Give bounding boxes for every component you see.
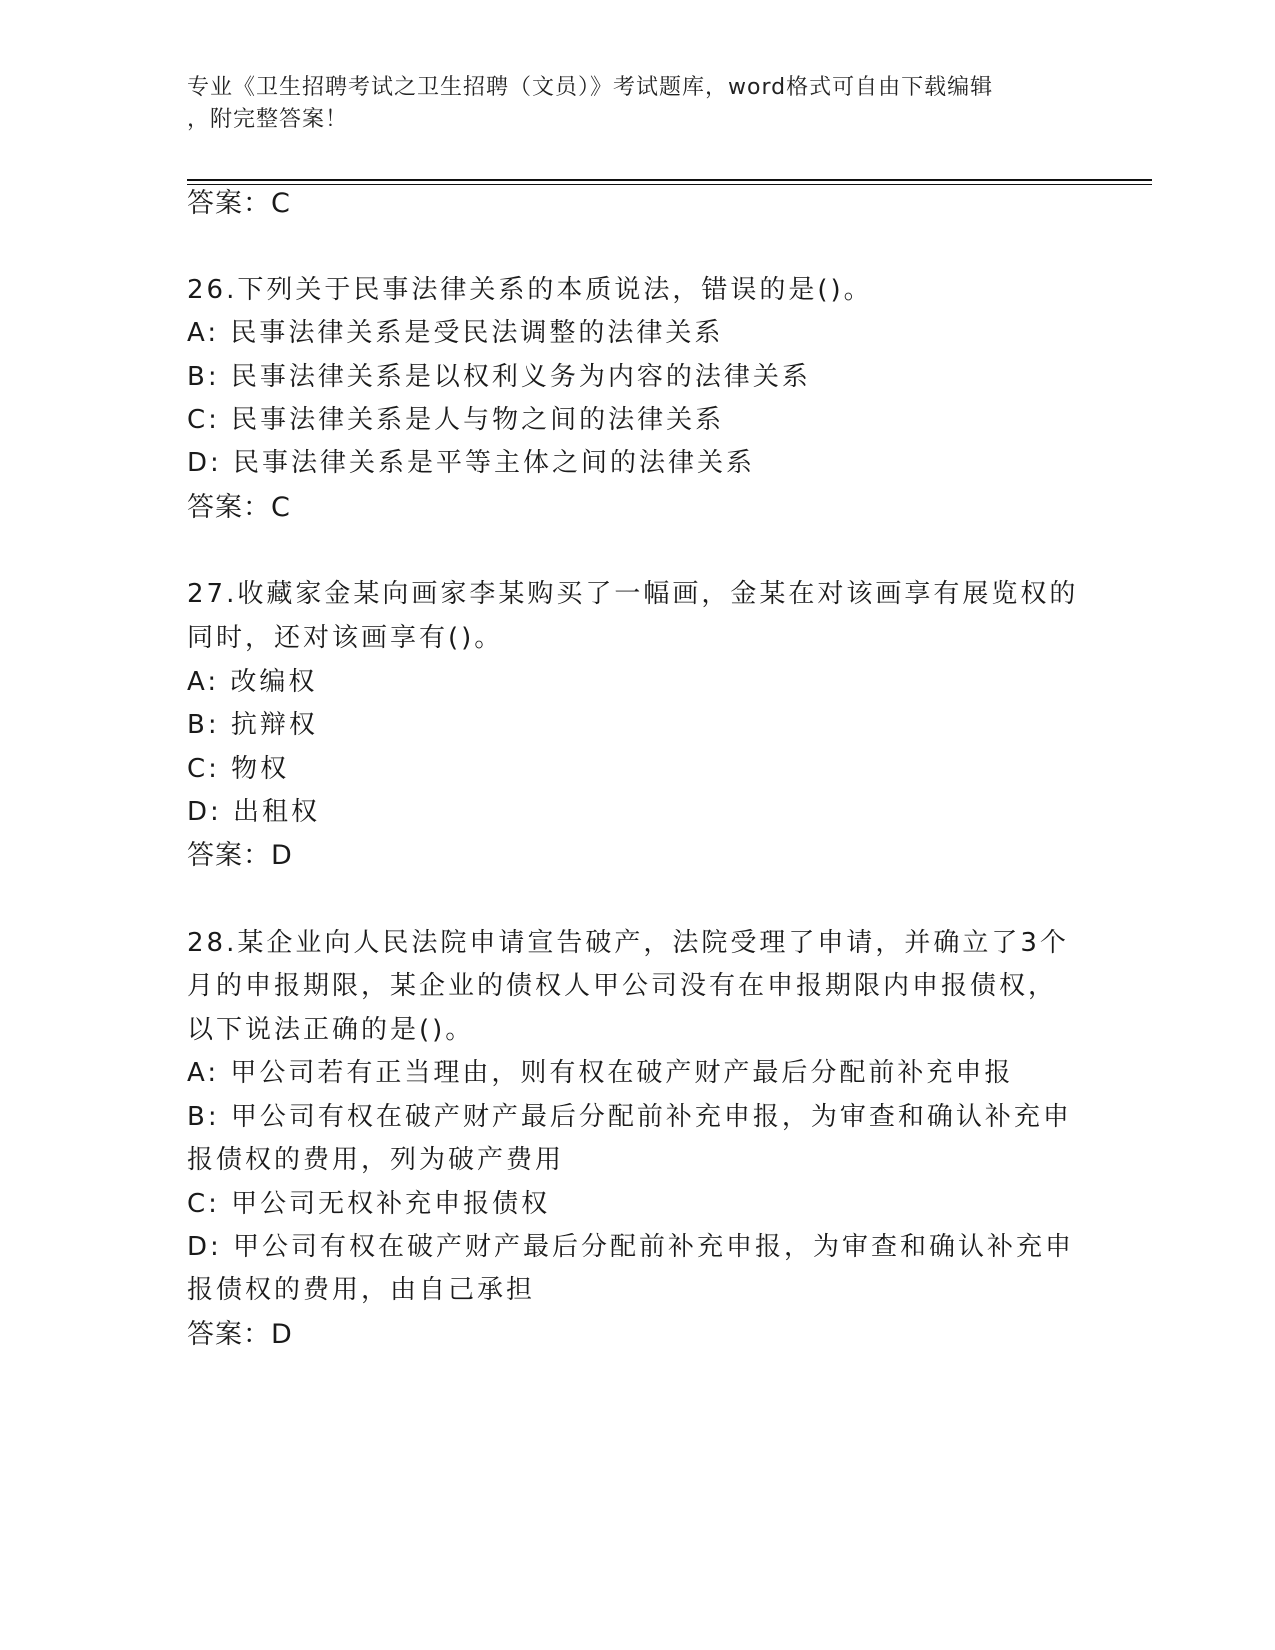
question-28-option-b-line-1: B: 甲公司有权在破产财产最后分配前补充申报，为审查和确认补充申 — [187, 1102, 1072, 1132]
question-28-stem-line-3: 以下说法正确的是()。 — [187, 1015, 475, 1045]
question-27-stem-line-2: 同时，还对该画享有()。 — [187, 623, 504, 653]
question-27-option-a: A: 改编权 — [187, 667, 318, 697]
document-header — [187, 72, 1067, 136]
question-27-stem-line-1: 27.收藏家金某向画家李某购买了一幅画，金某在对该画享有展览权的 — [187, 579, 1079, 609]
question-28-option-a: A: 甲公司若有正当理由，则有权在破产财产最后分配前补充申报 — [187, 1058, 1014, 1088]
question-28-option-c: C: 甲公司无权补充申报债权 — [187, 1189, 551, 1219]
question-26-answer: 答案：C — [187, 492, 291, 523]
header-line-1: 专业《卫生招聘考试之卫生招聘（文员）》考试题库，word格式可自由下载编辑 — [187, 75, 994, 100]
question-26-option-d: D: 民事法律关系是平等主体之间的法律关系 — [187, 448, 756, 478]
question-28-stem-line-1: 28.某企业向人民法院申请宣告破产，法院受理了申请，并确立了3个 — [187, 928, 1069, 958]
question-26-option-a: A: 民事法律关系是受民法调整的法律关系 — [187, 318, 724, 348]
question-26-stem-line-1: 26.下列关于民事法律关系的本质说法，错误的是()。 — [187, 275, 873, 305]
question-27-option-d: D: 出租权 — [187, 797, 321, 827]
question-26-option-c: C: 民事法律关系是人与物之间的法律关系 — [187, 405, 725, 435]
question-27-option-c: C: 物权 — [187, 754, 290, 784]
header-rule-thick — [187, 179, 1152, 181]
previous-answer: 答案：C — [187, 188, 291, 219]
question-28-option-d-line-2: 报债权的费用，由自己承担 — [187, 1275, 536, 1305]
question-28-stem-line-2: 月的申报期限，某企业的债权人甲公司没有在申报期限内申报债权， — [187, 971, 1058, 1001]
question-28-answer: 答案：D — [187, 1319, 293, 1350]
question-28-option-b-line-2: 报债权的费用，列为破产费用 — [187, 1145, 565, 1175]
header-line-2: ，附完整答案！ — [187, 107, 349, 132]
question-27-answer: 答案：D — [187, 840, 293, 871]
header-rule-thin — [187, 184, 1152, 185]
question-28-option-d-line-1: D: 甲公司有权在破产财产最后分配前补充申报，为审查和确认补充申 — [187, 1232, 1075, 1262]
question-26-option-b: B: 民事法律关系是以权利义务为内容的法律关系 — [187, 362, 811, 392]
question-27-option-b: B: 抗辩权 — [187, 710, 318, 740]
